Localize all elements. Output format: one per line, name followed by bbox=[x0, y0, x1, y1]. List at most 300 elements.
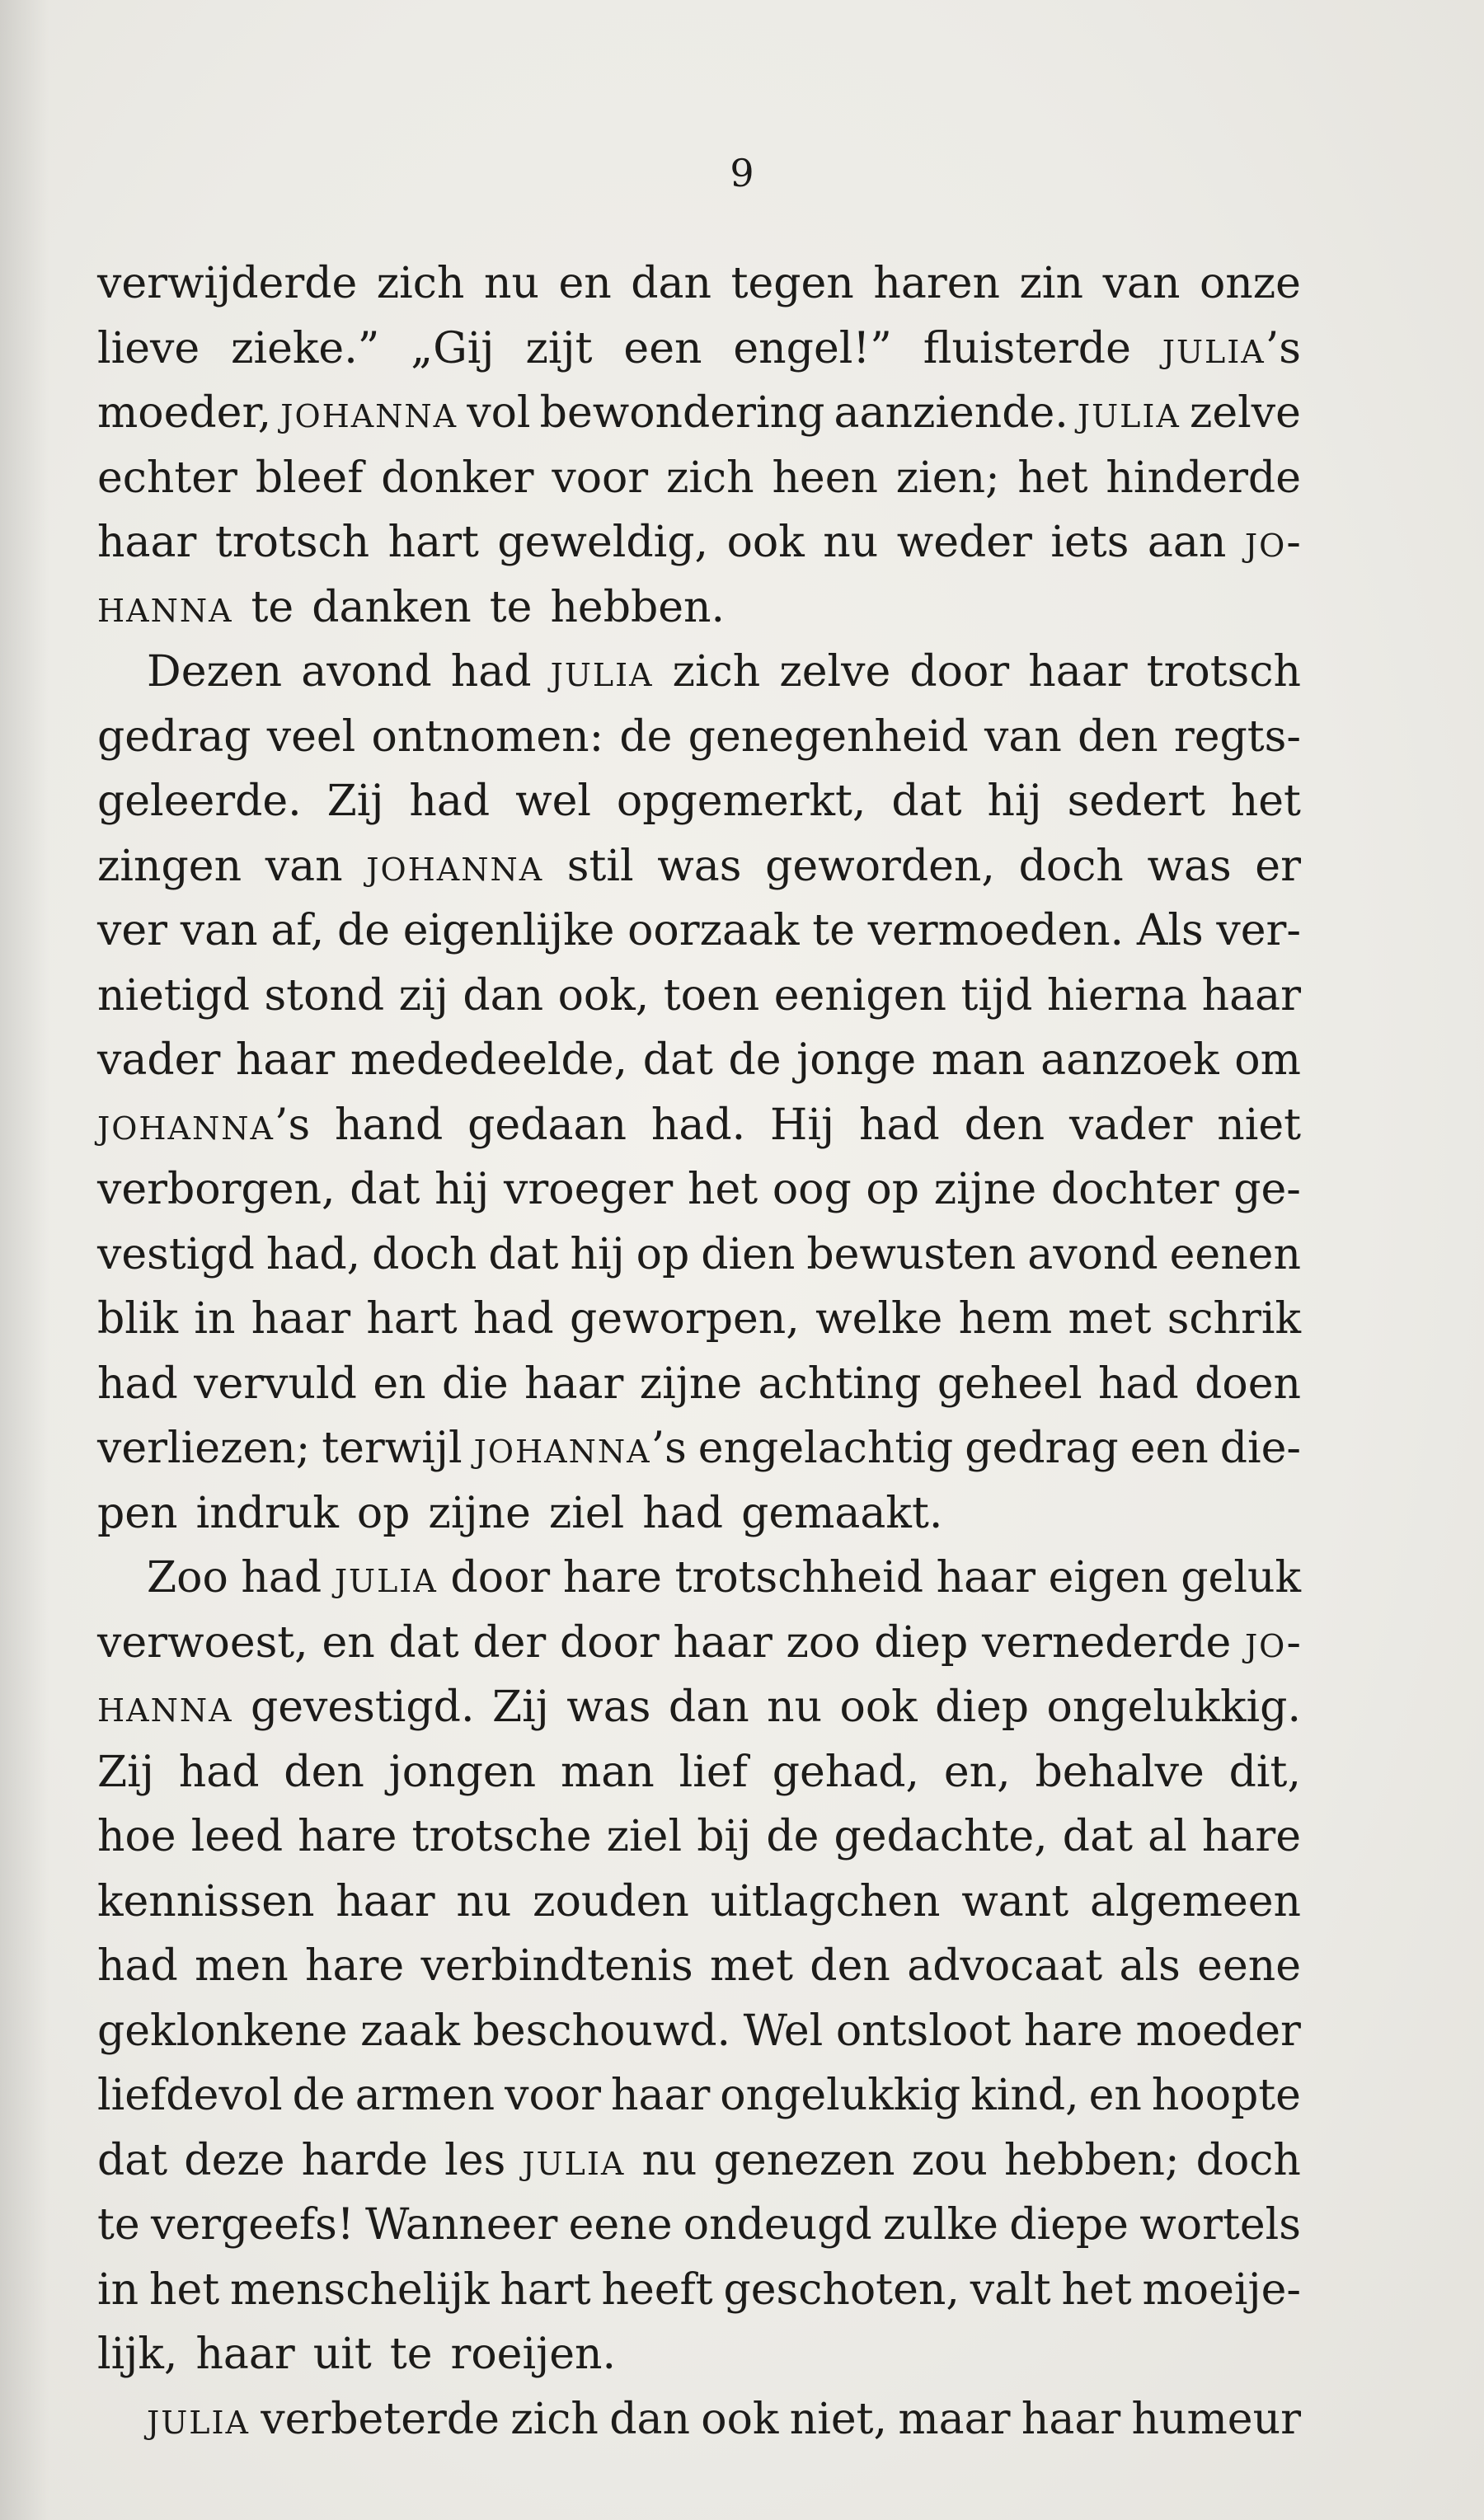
word: had bbox=[178, 1747, 260, 1797]
word: dan bbox=[463, 970, 544, 1021]
word: den bbox=[964, 1100, 1045, 1150]
word: die- bbox=[1219, 1424, 1301, 1473]
word: van bbox=[265, 841, 343, 891]
word: het bbox=[148, 2264, 220, 2315]
word: bleef bbox=[255, 453, 364, 503]
word: haar bbox=[936, 1553, 1036, 1603]
word: danken bbox=[312, 582, 472, 632]
word: van bbox=[180, 906, 258, 955]
word: haar bbox=[673, 1617, 773, 1668]
page-number: 9 bbox=[730, 151, 754, 195]
word: had bbox=[450, 647, 532, 697]
word: zijne bbox=[428, 1488, 531, 1538]
text-line bbox=[97, 381, 1301, 446]
word: gemaakt. bbox=[741, 1488, 943, 1538]
word: dan bbox=[668, 1682, 749, 1732]
word: dat bbox=[642, 1035, 713, 1085]
word: had bbox=[97, 1941, 178, 1991]
word: hare bbox=[298, 1812, 397, 1861]
word: zaak bbox=[360, 2006, 461, 2056]
word: haar bbox=[251, 1294, 351, 1344]
word: opgemerkt, bbox=[616, 777, 866, 826]
text-line bbox=[97, 1222, 1301, 1288]
word: hand bbox=[335, 1100, 444, 1150]
word: heen bbox=[772, 453, 878, 503]
word: gehad, bbox=[772, 1747, 920, 1797]
word: zieke.” bbox=[231, 323, 380, 373]
word: om bbox=[1234, 1035, 1301, 1085]
word: de bbox=[336, 906, 391, 955]
word: man bbox=[931, 1035, 1026, 1085]
word: gedachte, bbox=[834, 1812, 1048, 1861]
text-line bbox=[97, 575, 1301, 641]
word: HANNA bbox=[97, 1692, 233, 1729]
word: geweldig, bbox=[497, 518, 709, 567]
word: humeur bbox=[1131, 2394, 1301, 2444]
word: moeder bbox=[1135, 2006, 1301, 2056]
word: te bbox=[389, 2330, 433, 2379]
word: lieve bbox=[97, 323, 200, 373]
word: ongelukkig bbox=[720, 2071, 961, 2120]
word: hoopte bbox=[1151, 2071, 1301, 2120]
word: geluk bbox=[1181, 1553, 1301, 1603]
word: was bbox=[1147, 841, 1232, 891]
word: stil bbox=[566, 841, 634, 891]
word: te bbox=[812, 906, 855, 955]
text-line bbox=[97, 769, 1301, 834]
word: avond bbox=[301, 647, 432, 697]
text-line bbox=[97, 1804, 1301, 1870]
word: bij bbox=[697, 1812, 752, 1861]
word: donker bbox=[381, 453, 534, 503]
word: deze bbox=[184, 2135, 285, 2185]
word: eene bbox=[1197, 1941, 1301, 1991]
text-line bbox=[97, 640, 1301, 705]
word: vader bbox=[97, 1035, 221, 1085]
text-line bbox=[97, 1611, 1301, 1676]
word: trotsch bbox=[1146, 647, 1301, 697]
word: de bbox=[292, 2071, 345, 2120]
word: JOHANNA bbox=[366, 851, 544, 888]
word: zich bbox=[510, 2394, 599, 2444]
word: trotsch bbox=[214, 518, 370, 567]
word: hare bbox=[562, 1553, 662, 1603]
word: JULIA bbox=[550, 657, 654, 693]
word: zou bbox=[911, 2135, 988, 2185]
text-line bbox=[97, 1870, 1301, 1935]
word: eene bbox=[568, 2200, 673, 2250]
word: trotsche bbox=[411, 1812, 592, 1861]
word: vernederde bbox=[981, 1617, 1232, 1668]
word: diepe bbox=[1009, 2200, 1129, 2250]
word: gevestigd. bbox=[250, 1682, 475, 1732]
word: hare bbox=[1023, 2006, 1124, 2056]
word: dien bbox=[701, 1229, 796, 1279]
word: Zoo bbox=[147, 1553, 228, 1603]
word: hebben; bbox=[1003, 2135, 1180, 2185]
word: dochter bbox=[1050, 1165, 1219, 1214]
word: geleerde. bbox=[97, 777, 302, 826]
word: Zij bbox=[326, 777, 384, 826]
word: zoo bbox=[786, 1617, 861, 1668]
word: vervuld bbox=[194, 1359, 357, 1409]
word: ook bbox=[701, 2394, 779, 2444]
word: schrik bbox=[1167, 1294, 1301, 1344]
word: genegenheid bbox=[688, 711, 969, 762]
word: dan bbox=[609, 2394, 690, 2444]
word: niet, bbox=[789, 2394, 888, 2444]
word: engelachtig bbox=[697, 1424, 954, 1473]
word: Als bbox=[1136, 906, 1204, 955]
word: zijt bbox=[525, 323, 593, 373]
word: uit bbox=[312, 2330, 372, 2379]
word: Dezen bbox=[147, 647, 283, 697]
word: gedaan bbox=[467, 1100, 627, 1150]
word: had bbox=[642, 1488, 724, 1538]
word: het bbox=[1061, 2264, 1132, 2315]
word: op bbox=[356, 1488, 411, 1538]
word: nietigd bbox=[97, 970, 250, 1021]
word: harde bbox=[301, 2135, 429, 2185]
word: zouden bbox=[533, 1876, 689, 1926]
word: der bbox=[472, 1617, 547, 1668]
word: geklonkene bbox=[97, 2006, 348, 2056]
word: verwijderde bbox=[97, 259, 358, 308]
word: in bbox=[97, 2264, 139, 2315]
word: aanziende. bbox=[834, 388, 1068, 438]
word: JO- bbox=[1244, 1617, 1301, 1668]
word: indruk bbox=[195, 1488, 339, 1538]
word: te bbox=[489, 582, 533, 632]
word: dat bbox=[388, 1617, 459, 1668]
word: JULIA bbox=[147, 2404, 250, 2441]
word: de bbox=[619, 711, 673, 762]
text-line bbox=[97, 834, 1301, 899]
text-line bbox=[97, 1028, 1301, 1093]
text-line bbox=[97, 1481, 1301, 1546]
word: leed bbox=[190, 1812, 284, 1861]
word: welke bbox=[815, 1294, 943, 1344]
word: regts- bbox=[1173, 711, 1301, 762]
word: men bbox=[195, 1941, 289, 1991]
word: van bbox=[984, 711, 1062, 762]
word: bewusten bbox=[806, 1229, 1017, 1279]
word: Wel bbox=[743, 2006, 824, 2056]
word: hebben. bbox=[550, 582, 726, 632]
word: vroeger bbox=[504, 1165, 674, 1214]
text-line bbox=[97, 510, 1301, 575]
word: zich bbox=[376, 259, 465, 308]
word: weder bbox=[896, 518, 1032, 567]
text-line bbox=[97, 1740, 1301, 1805]
word: verbindtenis bbox=[420, 1941, 693, 1991]
word: jonge bbox=[796, 1035, 917, 1085]
word: al bbox=[1148, 1812, 1187, 1861]
word: door bbox=[559, 1617, 660, 1668]
word: haar bbox=[1021, 2394, 1121, 2444]
text-line bbox=[97, 899, 1301, 964]
word: dat bbox=[350, 1165, 420, 1214]
word: Zij bbox=[97, 1747, 154, 1797]
word: hoe bbox=[97, 1812, 176, 1861]
word: lijk, bbox=[97, 2330, 178, 2379]
word: haar bbox=[524, 1359, 624, 1409]
word: diep bbox=[935, 1682, 1030, 1732]
word: eenigen bbox=[773, 970, 946, 1021]
word: zijne bbox=[933, 1165, 1037, 1214]
text-line bbox=[97, 251, 1301, 317]
word: maar bbox=[898, 2394, 1011, 2444]
word: hinderde bbox=[1106, 453, 1301, 503]
word: ook bbox=[726, 518, 805, 567]
word: jongen bbox=[388, 1747, 537, 1797]
word: dan bbox=[631, 259, 712, 308]
word: zulke bbox=[883, 2200, 998, 2250]
word: JULIA bbox=[1077, 398, 1181, 434]
word: geworpen, bbox=[569, 1294, 800, 1344]
word: kennissen bbox=[97, 1876, 315, 1926]
word: menschelijk bbox=[229, 2264, 490, 2315]
word: hij bbox=[570, 1229, 625, 1279]
word: en bbox=[322, 1617, 375, 1668]
word: en bbox=[558, 259, 612, 308]
word: want bbox=[961, 1876, 1069, 1926]
word: JO- bbox=[1244, 518, 1301, 567]
word: ontnomen: bbox=[371, 711, 604, 762]
word: het bbox=[687, 1165, 758, 1214]
text-line bbox=[97, 1934, 1301, 1999]
text-line bbox=[97, 2387, 1301, 2452]
word: hierna bbox=[1046, 970, 1188, 1021]
word: geworden, bbox=[765, 841, 995, 891]
word: eenen bbox=[1169, 1229, 1301, 1279]
word: tijd bbox=[960, 970, 1033, 1021]
word: HANNA bbox=[97, 592, 233, 629]
text-line bbox=[97, 446, 1301, 511]
word: haar bbox=[235, 1035, 336, 1085]
word: te bbox=[251, 582, 294, 632]
word: zijne bbox=[639, 1359, 743, 1409]
word: trotschheid bbox=[674, 1553, 924, 1603]
word: iets bbox=[1050, 518, 1129, 567]
word: niet bbox=[1217, 1100, 1301, 1150]
word: eigen bbox=[1048, 1553, 1168, 1603]
word: voor bbox=[552, 453, 649, 503]
word: Hij bbox=[770, 1100, 835, 1150]
word: de bbox=[766, 1812, 819, 1861]
word: zin bbox=[1019, 259, 1084, 308]
word: hare bbox=[305, 1941, 405, 1991]
word: zelve bbox=[779, 647, 891, 697]
text-line bbox=[97, 2063, 1301, 2128]
word: had bbox=[97, 1359, 178, 1409]
word: tegen bbox=[730, 259, 854, 308]
word: had bbox=[409, 777, 491, 826]
word: was bbox=[566, 1682, 651, 1732]
word: op bbox=[866, 1165, 920, 1214]
word: oog bbox=[772, 1165, 852, 1214]
word: op bbox=[636, 1229, 690, 1279]
word: doch bbox=[372, 1229, 477, 1279]
word: zij bbox=[398, 970, 448, 1021]
word: JOHANNA’s bbox=[97, 1100, 311, 1150]
word: haar bbox=[97, 518, 197, 567]
word: wel bbox=[515, 777, 591, 826]
word: zien; bbox=[895, 453, 1000, 503]
word: genezen bbox=[713, 2135, 895, 2185]
word: zingen bbox=[97, 841, 242, 891]
word: had bbox=[858, 1100, 940, 1150]
word: JOHANNA bbox=[280, 398, 458, 434]
word: hij bbox=[434, 1165, 490, 1214]
word: engel!” bbox=[733, 323, 892, 373]
word: ondeugd bbox=[683, 2200, 872, 2250]
word: hart bbox=[500, 2264, 591, 2315]
word: vol bbox=[467, 388, 531, 438]
word: den bbox=[810, 1941, 890, 1991]
word: te bbox=[97, 2200, 140, 2250]
word: „Gij bbox=[411, 323, 495, 373]
word: ver- bbox=[1216, 906, 1301, 955]
word: met bbox=[709, 1941, 793, 1991]
word: advocaat bbox=[907, 1941, 1103, 1991]
word: dat bbox=[1062, 1812, 1133, 1861]
word: achting bbox=[758, 1359, 922, 1409]
word: door bbox=[450, 1553, 551, 1603]
word: behalve bbox=[1035, 1747, 1205, 1797]
word: sedert bbox=[1067, 777, 1205, 826]
word: nu bbox=[641, 2135, 697, 2185]
word: vergeefs! bbox=[151, 2200, 355, 2250]
word: JULIA bbox=[522, 2145, 626, 2182]
word: moeije- bbox=[1142, 2264, 1301, 2315]
word: roeijen. bbox=[450, 2330, 616, 2379]
word: verliezen; bbox=[97, 1424, 311, 1473]
word: JULIA bbox=[334, 1563, 438, 1599]
word: ge- bbox=[1233, 1165, 1301, 1214]
text-line bbox=[97, 2128, 1301, 2194]
word: ongelukkig. bbox=[1046, 1682, 1301, 1732]
body-text bbox=[97, 251, 1301, 2452]
word: van bbox=[1102, 259, 1181, 308]
word: hem bbox=[958, 1294, 1053, 1344]
word: dit, bbox=[1228, 1747, 1301, 1797]
word: het bbox=[1230, 777, 1301, 826]
word: nu bbox=[767, 1682, 823, 1732]
word: JULIA’s bbox=[1162, 323, 1301, 373]
word: een bbox=[623, 323, 702, 373]
word: nu bbox=[456, 1876, 512, 1926]
word: echter bbox=[97, 453, 237, 503]
word: had bbox=[241, 1553, 322, 1603]
text-line bbox=[97, 1093, 1301, 1158]
word: die bbox=[441, 1359, 509, 1409]
word: terwijl bbox=[322, 1424, 463, 1473]
text-line bbox=[97, 964, 1301, 1029]
word: gedrag bbox=[97, 711, 251, 762]
word: den bbox=[1078, 711, 1158, 762]
word: het bbox=[1017, 453, 1088, 503]
word: hare bbox=[1201, 1812, 1301, 1861]
word: haar bbox=[1028, 647, 1128, 697]
word: stond bbox=[264, 970, 385, 1021]
word: en bbox=[1088, 2071, 1142, 2120]
word: vermoeden. bbox=[867, 906, 1125, 955]
word: kind, bbox=[970, 2071, 1079, 2120]
word: mededeelde, bbox=[350, 1035, 628, 1085]
word: man bbox=[560, 1747, 655, 1797]
word: haren bbox=[873, 259, 1000, 308]
word: ziel bbox=[548, 1488, 625, 1538]
word: en, bbox=[943, 1747, 1011, 1797]
word: en bbox=[373, 1359, 426, 1409]
word: dat bbox=[488, 1229, 559, 1279]
word: verwoest, bbox=[97, 1617, 308, 1668]
text-line bbox=[97, 1287, 1301, 1352]
word: vestigd bbox=[97, 1229, 255, 1279]
word: had bbox=[1097, 1359, 1179, 1409]
word: nu bbox=[483, 259, 539, 308]
word: aanzoek bbox=[1040, 1035, 1219, 1085]
text-line bbox=[97, 1352, 1301, 1417]
word: haar bbox=[195, 2330, 295, 2379]
word: uitlagchen bbox=[710, 1876, 941, 1926]
word: geschoten, bbox=[723, 2264, 960, 2315]
word: als bbox=[1119, 1941, 1181, 1991]
word: lief bbox=[679, 1747, 748, 1797]
word: vader bbox=[1069, 1100, 1193, 1150]
word: den bbox=[284, 1747, 364, 1797]
word: had. bbox=[650, 1100, 746, 1150]
page-edge-shadow bbox=[0, 0, 49, 2520]
word: les bbox=[444, 2135, 506, 2185]
word: liefdevol bbox=[97, 2071, 283, 2120]
word: armen bbox=[355, 2071, 495, 2120]
word: eigenlijke bbox=[402, 906, 615, 955]
word: verbeterde bbox=[261, 2394, 500, 2444]
word: JOHANNA’s bbox=[473, 1424, 687, 1473]
text-line bbox=[97, 1157, 1301, 1222]
word: gedrag bbox=[965, 1424, 1119, 1473]
word: valt bbox=[970, 2264, 1051, 2315]
text-line bbox=[97, 1675, 1301, 1740]
word: ziel bbox=[606, 1812, 683, 1861]
word: ook bbox=[839, 1682, 918, 1732]
word: bewondering bbox=[539, 388, 825, 438]
word: oorzaak bbox=[627, 906, 800, 955]
text-line bbox=[97, 1546, 1301, 1611]
word: wortels bbox=[1139, 2200, 1301, 2250]
text-line bbox=[97, 1416, 1301, 1481]
word: haar bbox=[336, 1876, 435, 1926]
word: ontsloot bbox=[835, 2006, 1012, 2056]
word: haar bbox=[610, 2071, 711, 2120]
word: blik bbox=[97, 1294, 179, 1344]
word: fluisterde bbox=[923, 323, 1131, 373]
word: zelve bbox=[1189, 388, 1301, 438]
word: nu bbox=[823, 518, 879, 567]
word: avond bbox=[1027, 1229, 1158, 1279]
text-line bbox=[97, 2193, 1301, 2258]
word: verborgen, bbox=[97, 1165, 336, 1214]
word: haar bbox=[1201, 970, 1301, 1021]
word: er bbox=[1255, 841, 1301, 891]
text-line bbox=[97, 1999, 1301, 2064]
word: doch bbox=[1018, 841, 1124, 891]
word: had, bbox=[265, 1229, 361, 1279]
text-line bbox=[97, 2258, 1301, 2323]
word: Zij bbox=[491, 1682, 549, 1732]
